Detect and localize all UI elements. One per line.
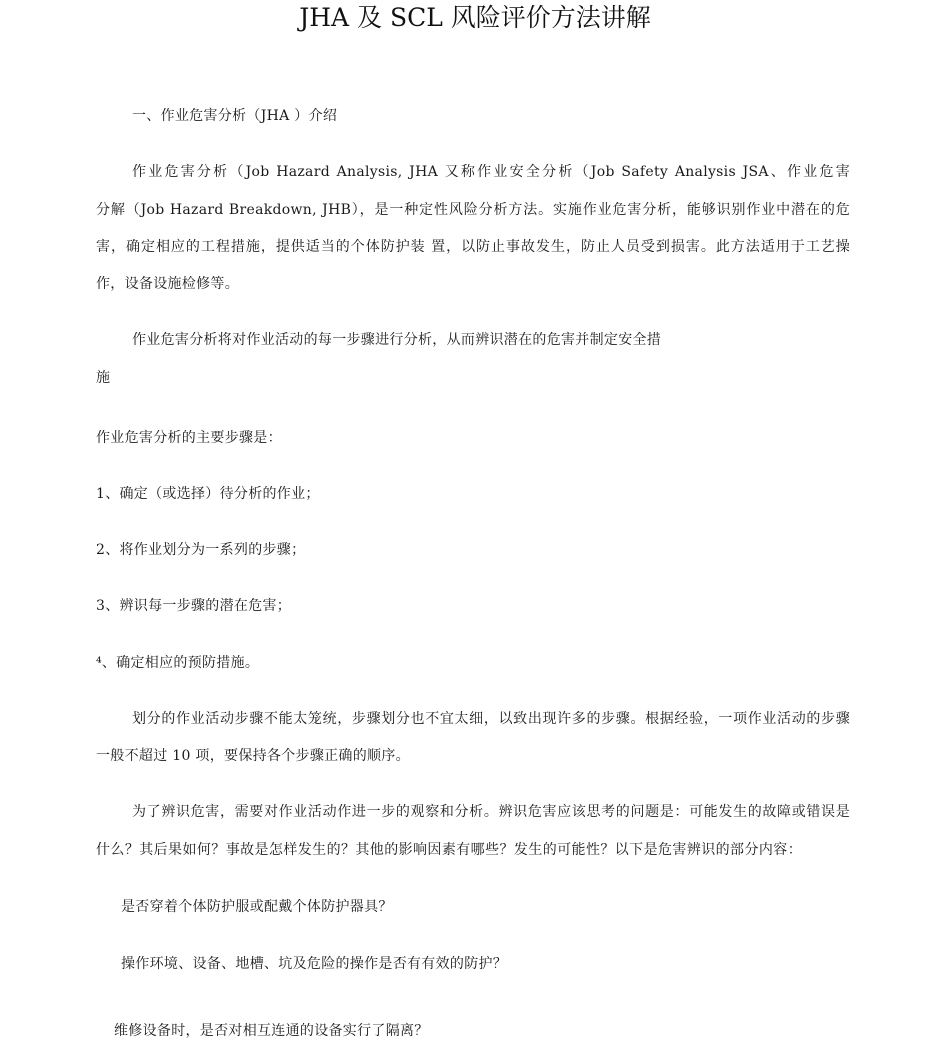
question-item: 维修设备时，是否对相互连通的设备实行了隔离？ [114, 1023, 429, 1039]
intro-line-4: 作，设备设施检修等。 [96, 276, 239, 292]
intro-line-2: 分解（Job Hazard Breakdown, JHB），是一种定性风险分析方法。实施作业危害分析，能够识别作业中潜在的危 [96, 202, 850, 218]
step-item: 3、辨识每一步骤的潜在危害； [96, 598, 292, 614]
para3-line-2: 一般不超过 10 项，要保持各个步骤正确的顺序。 [96, 748, 410, 764]
step-item: ⁴、确定相应的预防措施。 [96, 655, 260, 671]
para3-line-1: 划分的作业活动步骤不能太笼统，步骤划分也不宜太细，以致出现许多的步骤。根据经验，一项作业活动的步骤 [132, 711, 850, 727]
para4-line-2: 什么？其后果如何？事故是怎样发生的？其他的影响因素有哪些？发生的可能性？以下是危害辨识的部分内容： [96, 842, 802, 858]
section-heading: 一、作业危害分析（JHA ）介绍 [132, 108, 338, 124]
para2-line-1: 作业危害分析将对作业活动的每一步骤进行分析，从而辨识潜在的危害并制定安全措 [132, 332, 662, 348]
intro-line-1: 作业危害分析（Job Hazard Analysis, JHA 又称作业安全分析（Job Safety Analysis JSA、作业危害 [132, 164, 850, 180]
question-item: 是否穿着个体防护服或配戴个体防护器具？ [121, 899, 393, 915]
question-item: 操作环境、设备、地槽、坑及危险的操作是否有有效的防护？ [121, 956, 508, 972]
para4-line-1: 为了辨识危害，需要对作业活动作进一步的观察和分析。辨识危害应该思考的问题是：可能发生的故障或错误是 [132, 804, 850, 820]
document-title: JHA 及 SCL 风险评价方法讲解 [299, 3, 651, 32]
para2-line-2: 施 [96, 370, 111, 386]
step-item: 1、确定（或选择）待分析的作业； [96, 486, 320, 502]
steps-heading: 作业危害分析的主要步骤是： [96, 430, 282, 446]
intro-line-3: 害，确定相应的工程措施，提供适当的个体防护装 置，以防止事故发生，防止人员受到损害。此方法适用于工艺操 [96, 239, 850, 255]
step-item: 2、将作业划分为一系列的步骤； [96, 542, 306, 558]
